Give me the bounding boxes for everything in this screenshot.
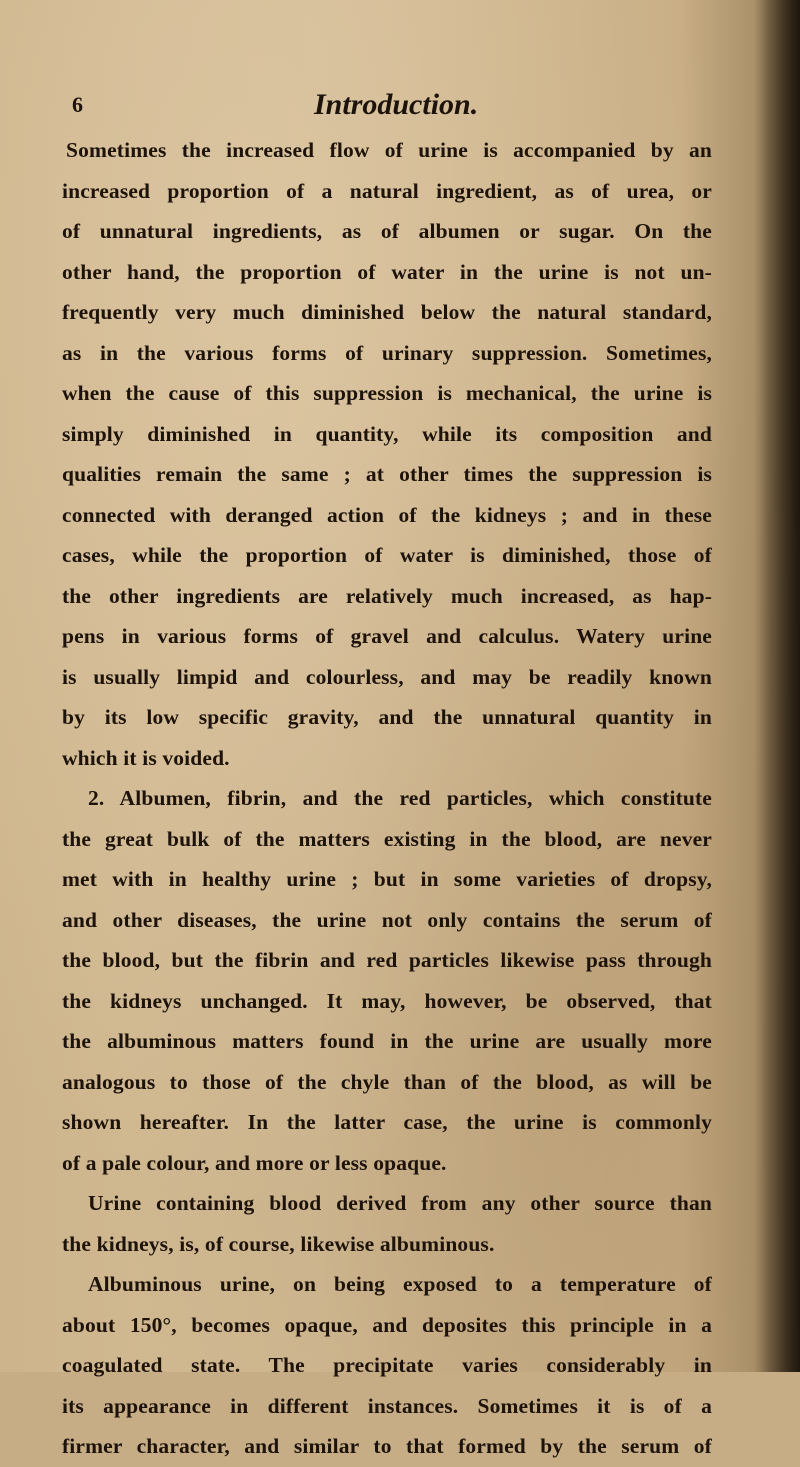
text-line: the blood, but the fibrin and red particles likewise pass through	[62, 948, 712, 972]
page-gutter-shadow	[754, 0, 800, 1372]
text-line: and other diseases, the urine not only contains the serum of	[62, 907, 712, 932]
text-line: Albuminous urine, on being exposed to a temperature of	[88, 1272, 712, 1296]
body-text	[62, 130, 712, 1467]
text-line: the other ingredients are relatively much increased, as hap-	[62, 583, 712, 608]
text-line: as in the various forms of urinary suppression. Sometimes,	[62, 340, 712, 365]
text-line: firmer character, and similar to that formed by the serum of	[62, 1434, 712, 1458]
text-line: Urine containing blood derived from any other source than	[88, 1191, 712, 1215]
text-line: the great bulk of the matters existing in the blood, are never	[62, 826, 712, 851]
text-line: the kidneys, is, of course, likewise albuminous.	[62, 1231, 495, 1256]
text-line: its appearance in different instances. Sometimes it is of a	[62, 1393, 712, 1418]
page-number: 6	[72, 92, 83, 117]
text-line: met with in healthy urine ; but in some varieties of dropsy,	[62, 867, 712, 891]
text-line: frequently very much diminished below the natural standard,	[62, 300, 712, 324]
text-line: by its low specific gravity, and the unnatural quantity in	[62, 705, 712, 729]
text-line: increased proportion of a natural ingredient, as of urea, or	[62, 178, 712, 203]
text-line: connected with deranged action of the kidneys ; and in these	[62, 502, 712, 527]
text-line: 2. Albumen, fibrin, and the red particles, which constitute	[88, 786, 712, 810]
text-line: which it is voided.	[62, 745, 230, 770]
text-line: other hand, the proportion of water in the urine is not un-	[62, 259, 712, 284]
text-line: shown hereafter. In the latter case, the urine is commonly	[62, 1110, 712, 1134]
text-line: Sometimes the increased flow of urine is accompanied by an	[66, 138, 712, 162]
text-line: about 150°, becomes opaque, and deposites this principle in a	[62, 1312, 712, 1337]
text-line: of unnatural ingredients, as of albumen or sugar. On the	[62, 219, 712, 243]
text-line: the albuminous matters found in the urine are usually more	[62, 1029, 712, 1053]
text-line: qualities remain the same ; at other times the suppression is	[62, 462, 712, 486]
text-line: coagulated state. The precipitate varies considerably in	[62, 1353, 712, 1377]
running-head-title: Introduction.	[314, 88, 479, 121]
text-line: simply diminished in quantity, while its composition and	[62, 421, 712, 446]
text-line: of a pale colour, and more or less opaque.	[62, 1150, 447, 1175]
running-head	[72, 88, 712, 126]
text-line: pens in various forms of gravel and calculus. Watery urine	[62, 624, 712, 648]
text-line: when the cause of this suppression is mechanical, the urine is	[62, 381, 712, 405]
text-line: is usually limpid and colourless, and may be readily known	[62, 664, 712, 689]
text-line: analogous to those of the chyle than of the blood, as will be	[62, 1069, 712, 1094]
text-line: cases, while the proportion of water is diminished, those of	[62, 543, 712, 567]
text-line: the kidneys unchanged. It may, however, be observed, that	[62, 988, 712, 1013]
